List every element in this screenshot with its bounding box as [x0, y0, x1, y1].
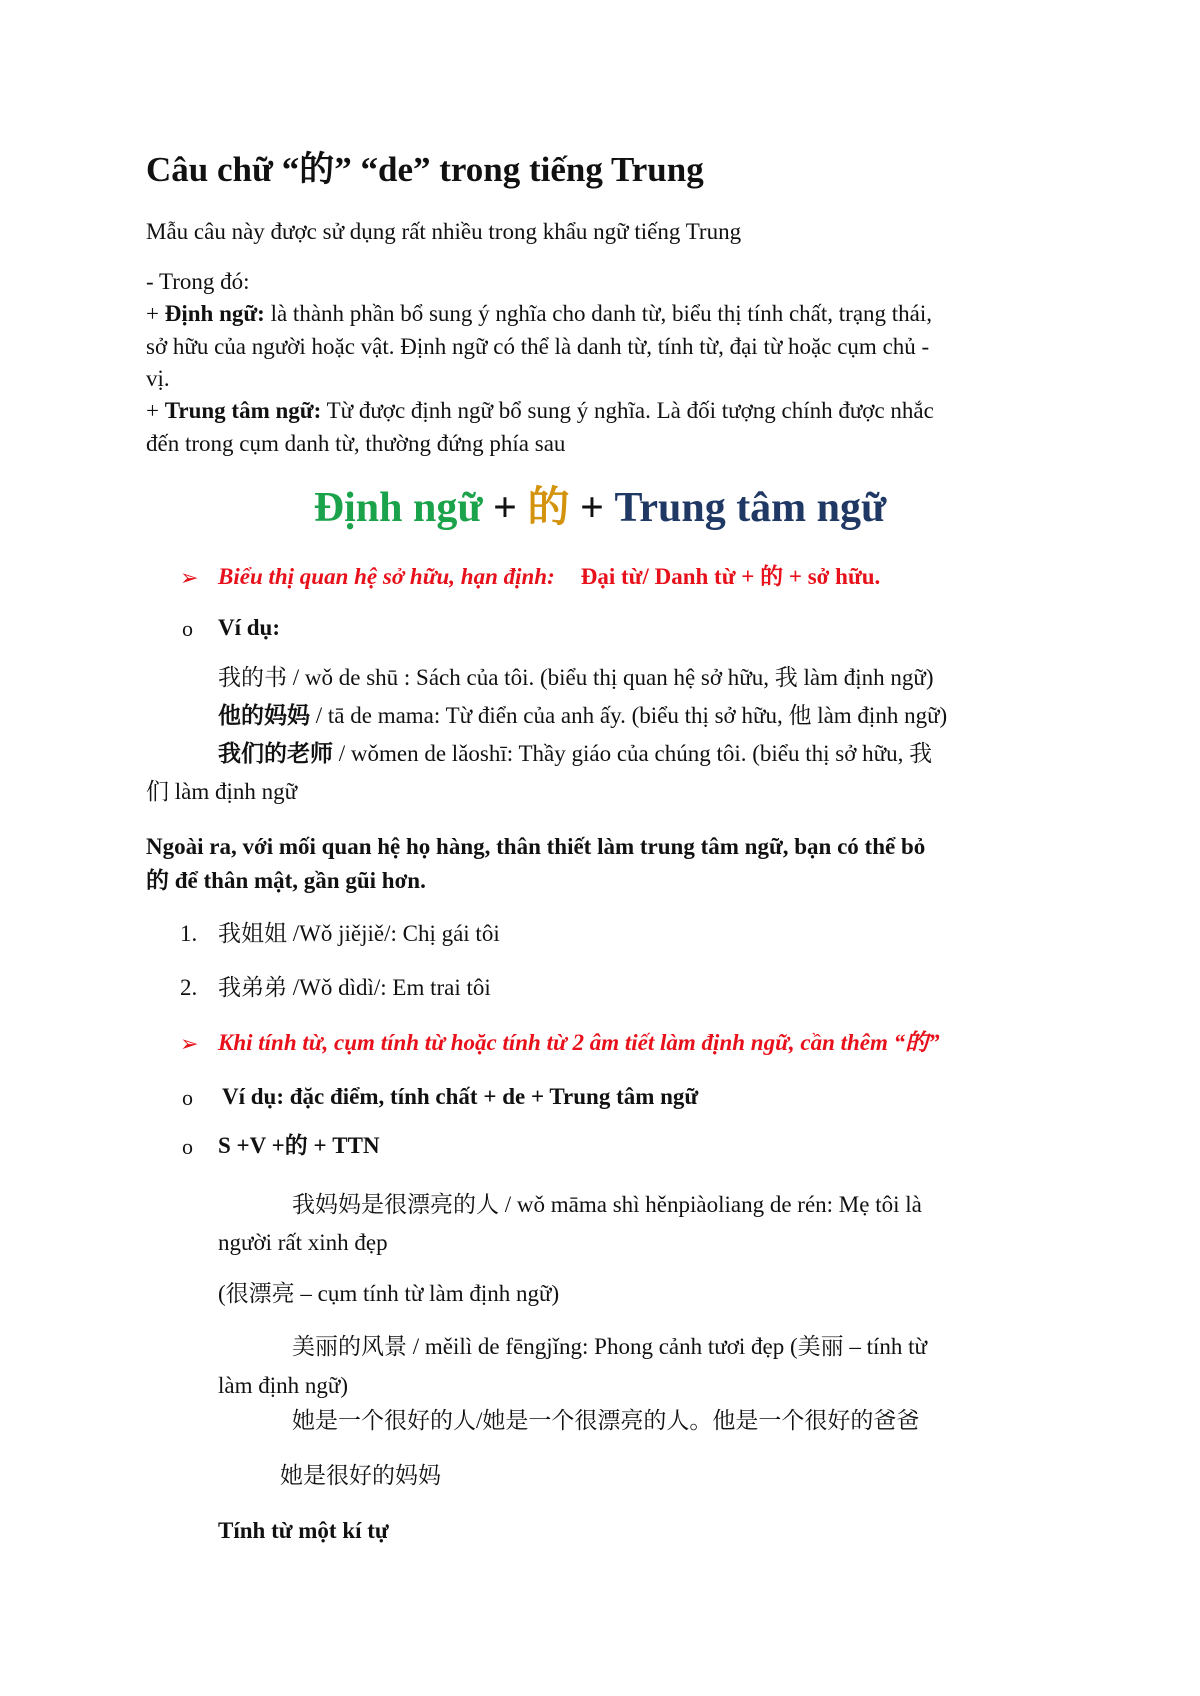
- formula-heading: Định ngữ + 的 + Trung tâm ngữ: [313, 485, 887, 531]
- numbered-item-2: 我弟弟 /Wǒ dìdì/: Em trai tôi: [218, 975, 491, 1000]
- formula-dinh-ngu: Định ngữ: [313, 485, 483, 531]
- vidu-label: Ví dụ:: [218, 615, 280, 640]
- example-2: 他的妈妈 / tā de mama: Từ điển của anh ấy. (biểu thị sở hữu, 他 làm định ngữ): [218, 703, 948, 728]
- arrow-bullet-icon: ➢: [180, 1031, 199, 1056]
- dinh-ngu-line3: vị.: [146, 366, 170, 391]
- trong-do-label: - Trong đó:: [146, 269, 250, 294]
- section2-heading: Khi tính từ, cụm tính từ hoặc tính từ 2 âm tiết làm định ngữ, cần thêm “的”: [218, 1030, 940, 1055]
- section1-heading: Biểu thị quan hệ sở hữu, hạn định: Đại từ/ Danh từ + 的 + sở hữu.: [218, 564, 881, 589]
- example-5: 美丽的风景 / měilì de fēngjǐng: Phong cảnh tươi đẹp (美丽 – tính từ: [292, 1334, 928, 1359]
- example-7: 她是很好的妈妈: [280, 1463, 441, 1488]
- ngoai-ra-line2: 的 để thân mật, gần gũi hơn.: [146, 868, 426, 893]
- example-5-cont: làm định ngữ): [218, 1373, 349, 1398]
- example-4-cont: người rất xinh đẹp: [218, 1230, 388, 1255]
- dinh-ngu-line2: sở hữu của người hoặc vật. Định ngữ có thể là danh từ, tính từ, đại từ hoặc cụm chủ -: [146, 334, 930, 359]
- circle-bullet-icon: o: [182, 1134, 193, 1159]
- numbered-item-2-num: 2.: [180, 975, 198, 1000]
- example-1: 我的书 / wǒ de shū : Sách của tôi. (biểu thị quan hệ sở hữu, 我 làm định ngữ): [218, 665, 934, 690]
- circle-bullet-icon: o: [182, 1085, 193, 1110]
- numbered-item-1: 我姐姐 /Wǒ jiějiě/: Chị gái tôi: [218, 921, 500, 946]
- arrow-bullet-icon: ➢: [180, 565, 199, 590]
- example-4-note: (很漂亮 – cụm tính từ làm định ngữ): [218, 1281, 560, 1306]
- trung-tam-ngu-line2: đến trong cụm danh từ, thường đứng phía sau: [146, 431, 566, 456]
- ngoai-ra-line1: Ngoài ra, với mối quan hệ họ hàng, thân thiết làm trung tâm ngữ, bạn có thể bỏ: [146, 834, 926, 859]
- svttn-formula: S +V +的 + TTN: [218, 1133, 380, 1158]
- trung-tam-ngu-term: Trung tâm ngữ:: [164, 398, 322, 423]
- vidu2-line: Ví dụ: đặc điểm, tính chất + de + Trung tâm ngữ: [222, 1084, 699, 1109]
- formula-trung-tam-ngu: Trung tâm ngữ: [614, 485, 887, 531]
- trung-tam-ngu-line1: + Trung tâm ngữ: Từ được định ngữ bổ sung ý nghĩa. Là đối tượng chính được nhắc: [146, 398, 934, 423]
- tinh-tu-heading: Tính từ một kí tự: [218, 1518, 389, 1543]
- dinh-ngu-line1: + Định ngữ: là thành phần bổ sung ý nghĩa cho danh từ, biểu thị tính chất, trạng thái,: [146, 301, 933, 326]
- example-4: 我妈妈是很漂亮的人 / wǒ māma shì hěnpiàoliang de rén: Mẹ tôi là: [292, 1192, 922, 1217]
- dinh-ngu-term: Định ngữ:: [164, 301, 265, 326]
- example-3: 我们的老师 / wǒmen de lǎoshī: Thầy giáo của chúng tôi. (biểu thị sở hữu, 我: [218, 741, 933, 766]
- numbered-item-1-num: 1.: [180, 921, 198, 946]
- example-3-cont: 们 làm định ngữ: [146, 779, 298, 804]
- formula-de: 的: [527, 485, 570, 531]
- intro-text: Mẫu câu này được sử dụng rất nhiều trong khẩu ngữ tiếng Trung: [146, 219, 742, 244]
- circle-bullet-icon: o: [182, 616, 193, 641]
- example-6: 她是一个很好的人/她是一个很漂亮的人。他是一个很好的爸爸: [292, 1408, 920, 1433]
- page-title: Câu chữ “的” “de” trong tiếng Trung: [146, 150, 704, 189]
